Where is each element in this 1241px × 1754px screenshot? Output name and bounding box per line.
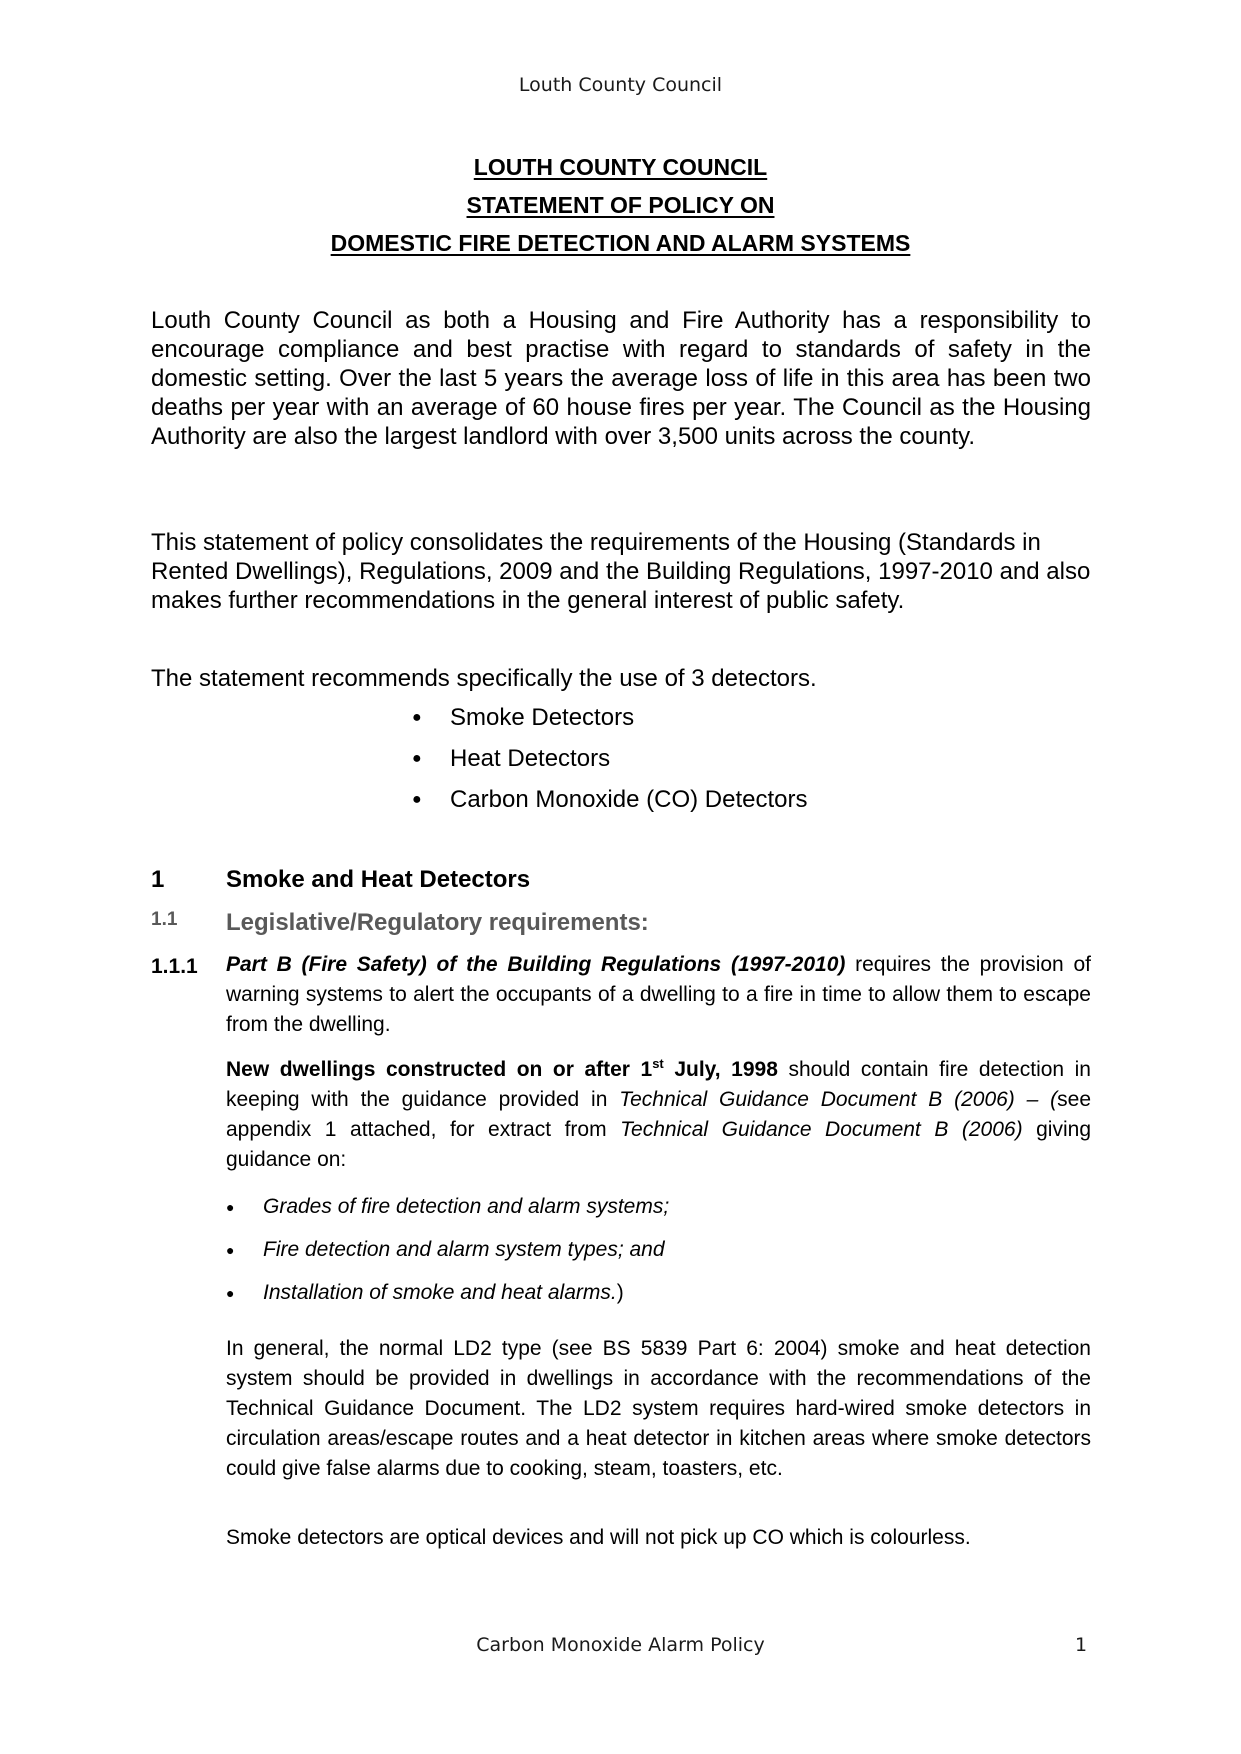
section-number: 1: [151, 866, 165, 893]
guidance-item: Installation of smoke and heat alarms.: [263, 1281, 617, 1304]
list-item: [412, 703, 807, 732]
detector-list: [412, 703, 807, 826]
footer-title: Carbon Monoxide Alarm Policy: [476, 1634, 765, 1656]
bullet-icon: ●: [412, 750, 422, 767]
guidance-item: Fire detection and alarm system types; and: [263, 1238, 665, 1261]
list-item: [226, 1192, 669, 1222]
title-line-3: DOMESTIC FIRE DETECTION AND ALARM SYSTEMS: [330, 230, 911, 256]
list-item: [226, 1235, 669, 1265]
clause-text: requires the provision of warning systems to alert the occupants of a dwelling to a fire in time to allow them to escape from the dwelling.: [226, 953, 1091, 1036]
subsection-title: Legislative/Regulatory requirements:: [226, 909, 649, 936]
intro-paragraph-3: The statement recommends specifically the use of 3 detectors.: [151, 665, 817, 692]
tgd-reference: Technical Guidance Document B (2006): [620, 1118, 1023, 1141]
bullet-icon: ●: [226, 1285, 235, 1301]
page-number: 1: [1075, 1634, 1088, 1656]
new-dwellings-text: should contain fire detection in keeping with the guidance provided in: [226, 1058, 1091, 1111]
guidance-intro: giving guidance on:: [226, 1118, 1091, 1171]
running-header: Louth County Council: [518, 74, 723, 96]
general-paragraph: In general, the normal LD2 type (see BS 5839 Part 6: 2004) smoke and heat detection system should be provided in dwellings in accordance with the recommendations of the Technical Guidance Document. The LD2 system requires hard-wired smoke detectors in circulation areas/escape routes and a heat detector in kitchen areas where smoke detectors could give false alarms due to cooking, steam, toasters, etc.: [226, 1337, 1091, 1480]
intro-paragraph-1: Louth County Council as both a Housing and Fire Authority has a responsibility to encourage compliance and best practise with regard to standards of safety in the domestic setting. Over the last 5 years the average loss of life in this area has been two deaths per year with an average of 60 house fires per year. The Council as the Housing Authority are also the largest landlord with over 3,500 units across the county.: [151, 307, 1091, 450]
appendix-text: see appendix 1 attached, for extract from: [226, 1088, 1091, 1141]
guidance-item: Grades of fire detection and alarm systems;: [263, 1195, 670, 1218]
title-line-1: LOUTH COUNTY COUNCIL: [473, 154, 768, 180]
optical-paragraph: Smoke detectors are optical devices and will not pick up CO which is colourless.: [226, 1526, 971, 1549]
intro-paragraph-2: This statement of policy consolidates the requirements of the Housing (Standards in Rented Dwellings), Regulations, 2009 and the Building Regulations, 1997-2010 and also makes further recommendations in the general interest of public safety.: [151, 529, 1091, 614]
detector-label: Carbon Monoxide (CO) Detectors: [450, 786, 808, 813]
bullet-icon: ●: [412, 791, 422, 808]
detector-label: Heat Detectors: [450, 745, 611, 772]
section-title: Smoke and Heat Detectors: [226, 866, 531, 893]
new-dwellings-bold: New dwellings constructed on or after 1: [226, 1058, 653, 1081]
list-item: [412, 785, 807, 814]
bullet-icon: ●: [412, 709, 422, 726]
closing-parenthesis: ): [616, 1281, 624, 1304]
bullet-icon: ●: [226, 1199, 235, 1215]
clause-number: 1.1.1: [151, 955, 198, 978]
ordinal-suffix: st: [652, 1056, 664, 1071]
title-line-2: STATEMENT OF POLICY ON: [466, 192, 775, 218]
tgd-reference: Technical Guidance Document B (2006) – (: [619, 1088, 1058, 1111]
new-dwellings-date: July, 1998: [663, 1058, 778, 1081]
detector-label: Smoke Detectors: [450, 704, 635, 731]
list-item: [412, 744, 807, 773]
new-dwellings-paragraph: [226, 1055, 1091, 1175]
list-item: [226, 1278, 669, 1308]
title-block: [0, 148, 1241, 262]
subsection-number: 1.1: [151, 909, 178, 930]
bullet-icon: ●: [226, 1242, 235, 1258]
guidance-list: [226, 1192, 669, 1321]
clause-reference: Part B (Fire Safety) of the Building Regulations (1997-2010): [226, 953, 846, 976]
clause-paragraph: [226, 950, 1091, 1040]
